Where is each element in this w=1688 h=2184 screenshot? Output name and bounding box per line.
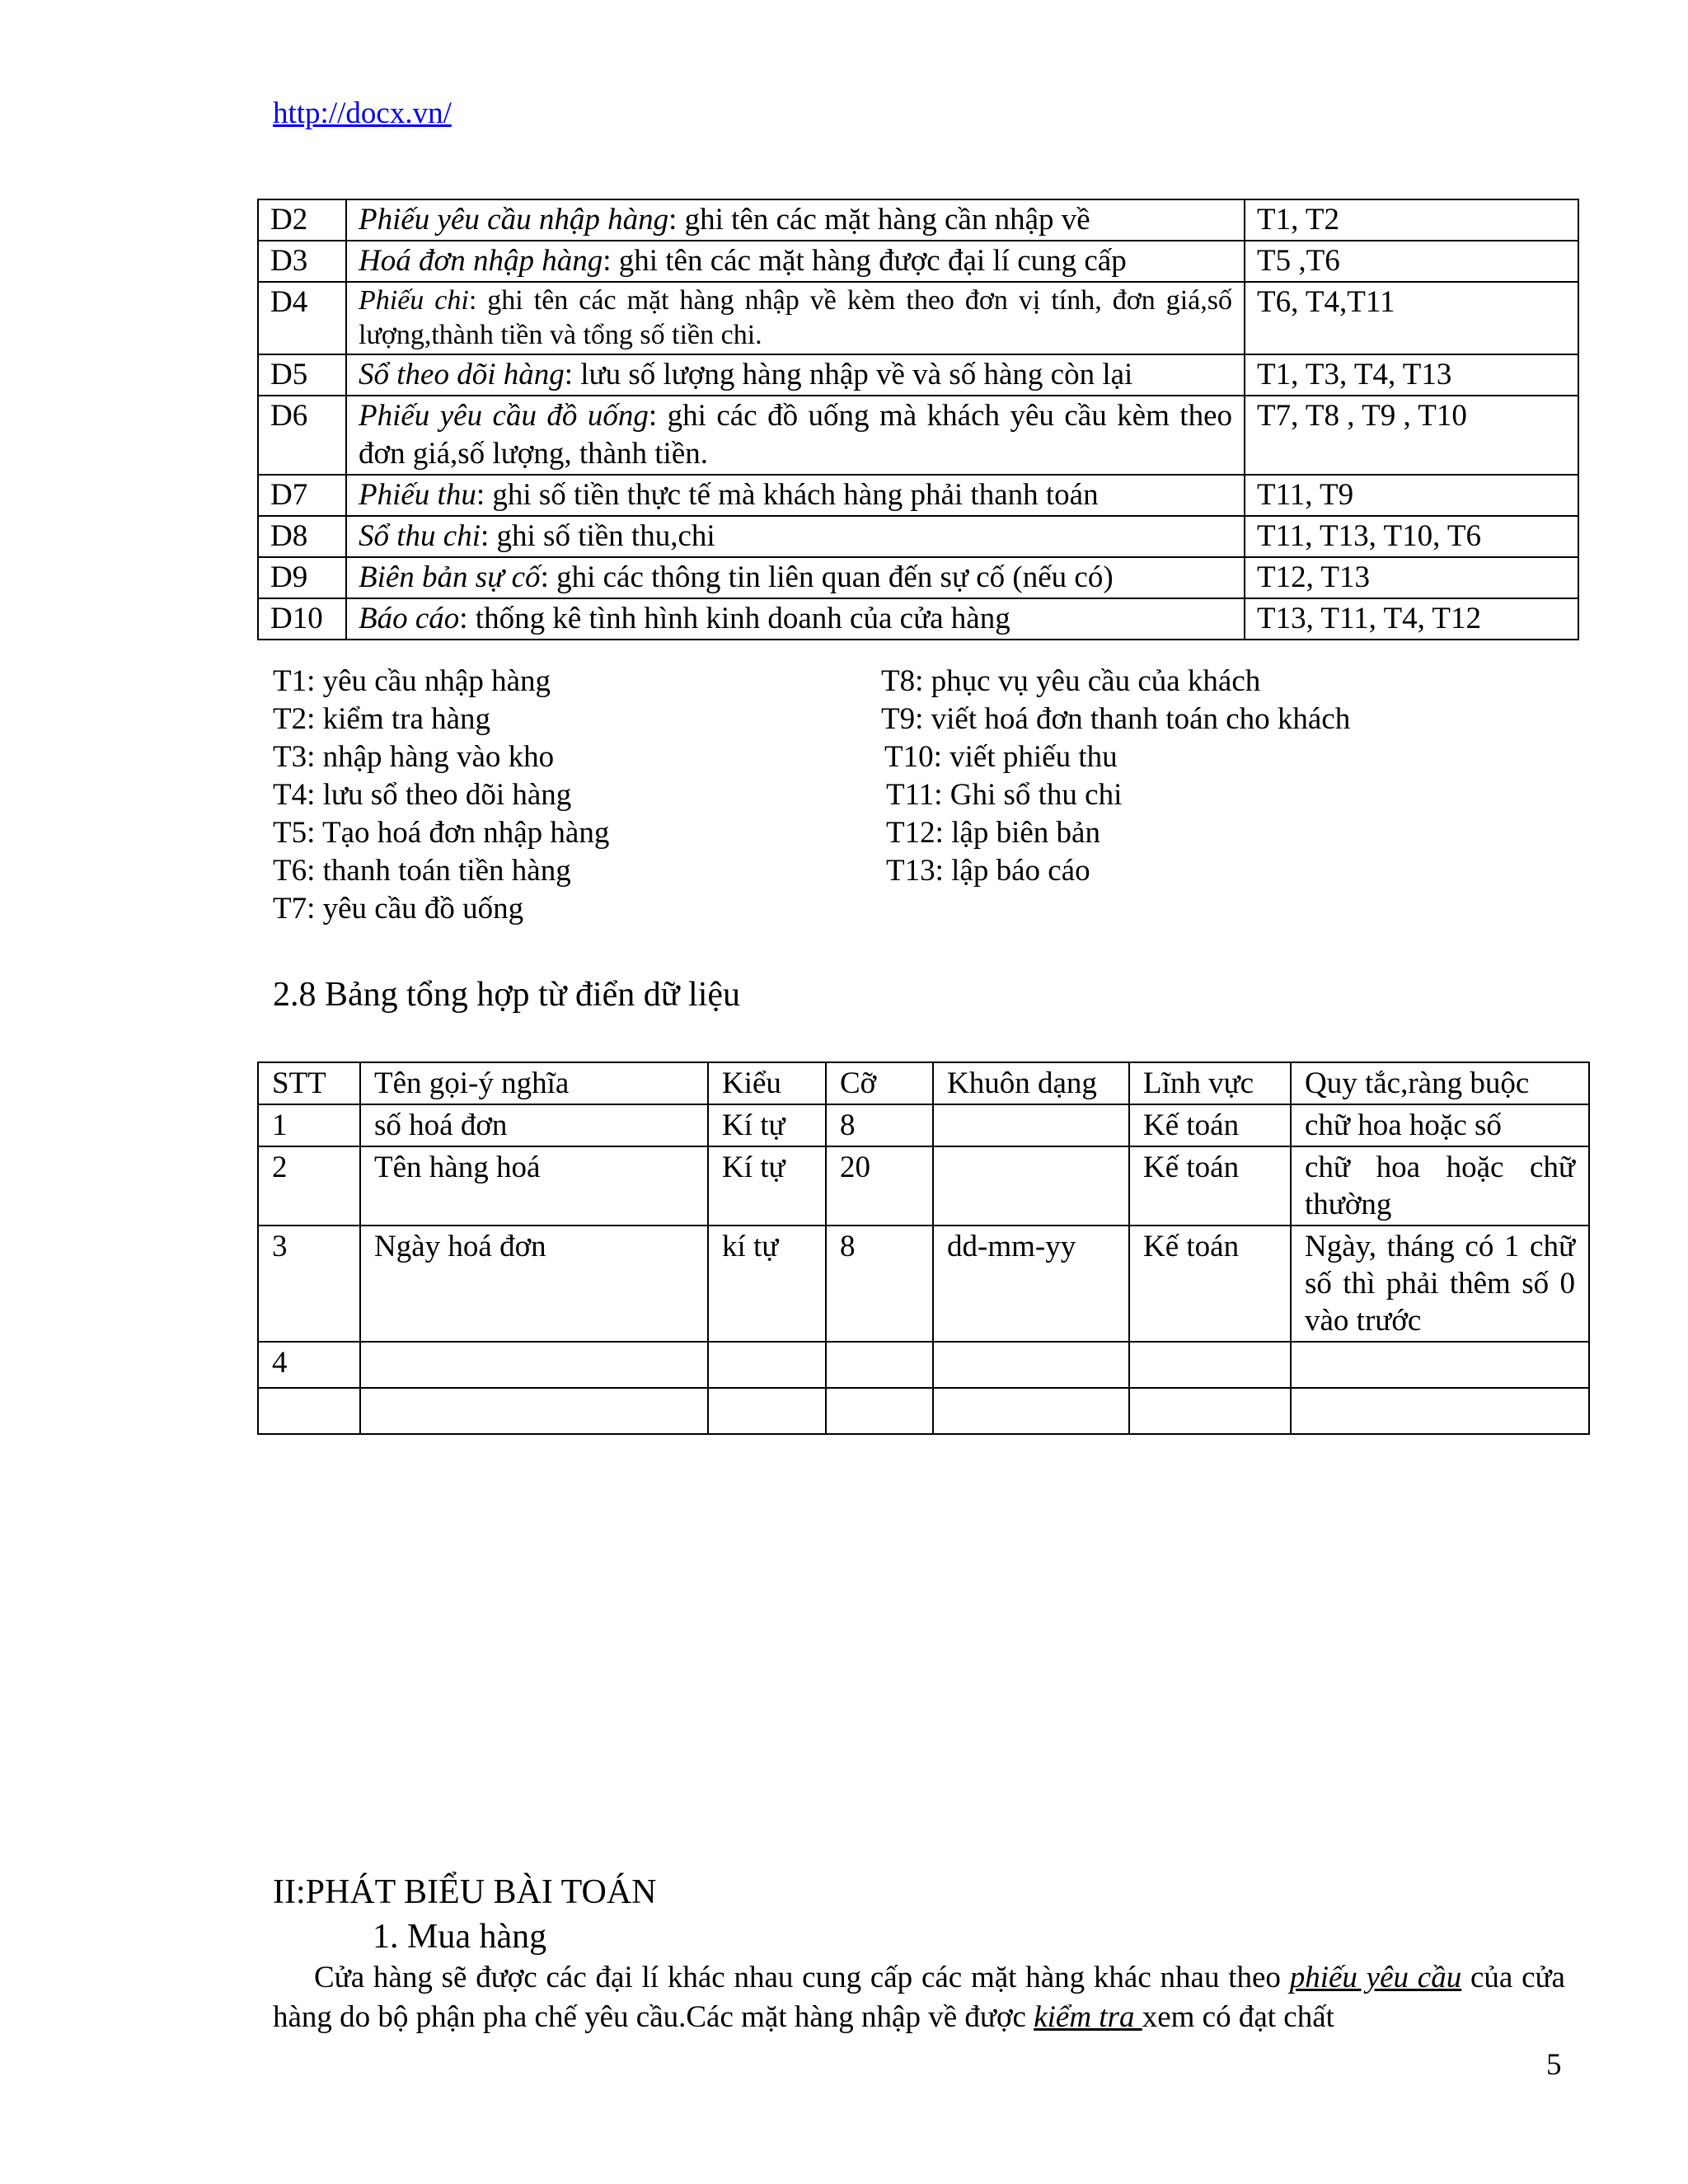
table-cell [1291,1388,1589,1434]
table-header-row [258,1062,1589,1104]
table-cell [360,1342,708,1388]
paragraph-text: Cửa hàng sẽ được các đại lí khác nhau cung cấp các mặt hàng khác nhau theo [314,1961,1290,1994]
table-cell: Tên hàng hoá [360,1146,708,1226]
document-description: : ghi tên các mặt hàng nhập về kèm theo đơn vị tính, đơn giá,số lượng,thành tiền và tổng số tiền chi. [359,285,1233,350]
description-cell [346,199,1245,241]
document-name: Báo cáo [359,602,460,635]
description-cell [346,396,1245,475]
table-cell: 8 [826,1104,933,1146]
tasks-cell: T1, T3, T4, T13 [1245,354,1578,396]
tasks-cell: T13, T11, T4, T12 [1245,598,1578,640]
underlined-term: kiểm tra [1034,2000,1142,2034]
page-number: 5 [1546,2048,1562,2082]
legend-item: T1: yêu cầu nhập hàng [273,664,551,698]
tasks-cell: T7, T8 , T9 , T10 [1245,396,1578,475]
description-cell [346,516,1245,557]
paragraph-text: xem có đạt chất [1142,2000,1334,2034]
table-cell [1129,1342,1291,1388]
column-header: Cỡ [826,1062,933,1104]
table-cell [933,1104,1129,1146]
table-row [258,1146,1589,1226]
description-cell [346,282,1245,354]
body-paragraph [273,1958,1565,2037]
column-header: Tên gọi-ý nghĩa [360,1062,708,1104]
legend-item: T8: phục vụ yêu cầu của khách [881,664,1261,698]
document-name: Sổ theo dõi hàng [359,358,565,391]
table-cell: Ngày, tháng có 1 chữ số thì phải thêm số 0 vào trước [1291,1226,1589,1342]
legend-item: T5: Tạo hoá đơn nhập hàng [273,816,610,850]
document-description: : lưu số lượng hàng nhập về và số hàng còn lại [564,358,1133,391]
legend-item: T10: viết phiếu thu [884,740,1118,774]
table-cell: số hoá đơn [360,1104,708,1146]
table-row [258,354,1578,396]
table-cell: dd-mm-yy [933,1226,1129,1342]
description-cell [346,241,1245,282]
table-row [258,475,1578,516]
table-cell: 1 [258,1104,360,1146]
table-cell: 20 [826,1146,933,1226]
tasks-cell: T11, T13, T10, T6 [1245,516,1578,557]
table-row [258,282,1578,354]
table-row [258,557,1578,598]
document-name: Phiếu yêu cầu đồ uống [359,399,649,433]
table-row [258,516,1578,557]
table-cell: 4 [258,1342,360,1388]
table-cell [1129,1388,1291,1434]
document-name: Biên bản sự cố [359,560,541,594]
tasks-cell: T5 ,T6 [1245,241,1578,282]
legend-item: T2: kiểm tra hàng [273,702,491,736]
document-description: : ghi số tiền thu,chi [480,519,715,553]
task-legend-right [881,663,1350,890]
data-dictionary-table [257,1062,1590,1435]
document-description: : thống kê tình hình kinh doanh của cửa hàng [459,602,1010,635]
code-cell: D8 [258,516,346,557]
code-cell: D10 [258,598,346,640]
table-row [258,241,1578,282]
table-cell: chữ hoa hoặc số [1291,1104,1589,1146]
table-cell [708,1388,826,1434]
table-cell: Kí tự [708,1146,826,1226]
table-row [258,396,1578,475]
code-cell: D2 [258,199,346,241]
section-heading: II:PHÁT BIỂU BÀI TOÁN [273,1873,657,1911]
table-cell: 8 [826,1226,933,1342]
table-cell: kí tự [708,1226,826,1342]
table-cell [933,1342,1129,1388]
table-cell: Kí tự [708,1104,826,1146]
legend-item: T13: lập báo cáo [886,854,1090,888]
description-cell [346,557,1245,598]
description-cell [346,598,1245,640]
document-description: : ghi các thông tin liên quan đến sự cố (nếu có) [540,560,1114,594]
document-description: : ghi các đồ uống mà khách yêu cầu kèm theo đơn giá,số lượng, thành tiền. [359,399,1233,471]
code-cell: D3 [258,241,346,282]
column-header: Lĩnh vực [1129,1062,1291,1104]
document-name: Phiếu chi [359,285,469,316]
subsection-heading: 1. Mua hàng [373,1918,547,1956]
legend-item: T7: yêu cầu đồ uống [273,892,524,926]
column-header: Quy tắc,ràng buộc [1291,1062,1589,1104]
section-heading: 2.8 Bảng tổng hợp từ điển dữ liệu [273,976,741,1014]
table-cell: Kế toán [1129,1226,1291,1342]
table-cell: chữ hoa hoặc chữ thường [1291,1146,1589,1226]
document-description: : ghi tên các mặt hàng được đại lí cung cấp [603,244,1127,278]
table-cell [933,1388,1129,1434]
legend-item: T4: lưu sổ theo dõi hàng [273,778,572,812]
document-name: Hoá đơn nhập hàng [359,244,603,278]
column-header: Khuôn dạng [933,1062,1129,1104]
tasks-cell: T1, T2 [1245,199,1578,241]
paragraph-text: của cửa hàng do bộ phận pha chế yêu cầu.Các mặt hàng nhập về được [273,1961,1565,2034]
legend-item: T6: thanh toán tiền hàng [273,854,571,888]
code-cell: D5 [258,354,346,396]
table-cell [708,1342,826,1388]
table-cell: Ngày hoá đơn [360,1226,708,1342]
tasks-cell: T11, T9 [1245,475,1578,516]
table-cell: Kế toán [1129,1146,1291,1226]
underlined-term: phiếu yêu cầu [1289,1961,1462,1994]
document-description: : ghi tên các mặt hàng cần nhập về [668,203,1090,237]
document-name: Phiếu thu [359,478,476,512]
code-cell: D9 [258,557,346,598]
table-cell: Kế toán [1129,1104,1291,1146]
table-cell [933,1146,1129,1226]
column-header: Kiểu [708,1062,826,1104]
document-name: Sổ thu chi [359,519,481,553]
table-cell [1291,1342,1589,1388]
table-row [258,1226,1589,1342]
description-cell [346,354,1245,396]
table-cell [826,1388,933,1434]
tasks-cell: T12, T13 [1245,557,1578,598]
legend-item: T12: lập biên bản [886,816,1100,850]
header-link[interactable]: http://docx.vn/ [273,96,452,130]
table-row [258,1104,1589,1146]
tasks-cell: T6, T4,T11 [1245,282,1578,354]
table-row [258,199,1578,241]
code-cell: D4 [258,282,346,354]
legend-item: T9: viết hoá đơn thanh toán cho khách [881,702,1351,736]
code-cell: D6 [258,396,346,475]
column-header: STT [258,1062,360,1104]
description-cell [346,475,1245,516]
document-description: : ghi số tiền thực tế mà khách hàng phải thanh toán [476,478,1099,512]
code-cell: D7 [258,475,346,516]
table-cell: 2 [258,1146,360,1226]
table-cell [360,1388,708,1434]
table-cell [826,1342,933,1388]
table-cell: 3 [258,1226,360,1342]
legend-item: T3: nhập hàng vào kho [273,740,555,774]
legend-item: T11: Ghi sổ thu chi [886,778,1123,812]
table-row [258,1388,1589,1434]
document-name: Phiếu yêu cầu nhập hàng [359,203,669,237]
data-flow-table [257,199,1579,640]
table-row [258,598,1578,640]
table-row [258,1342,1589,1388]
table-cell [258,1388,360,1434]
task-legend-left [273,663,609,928]
